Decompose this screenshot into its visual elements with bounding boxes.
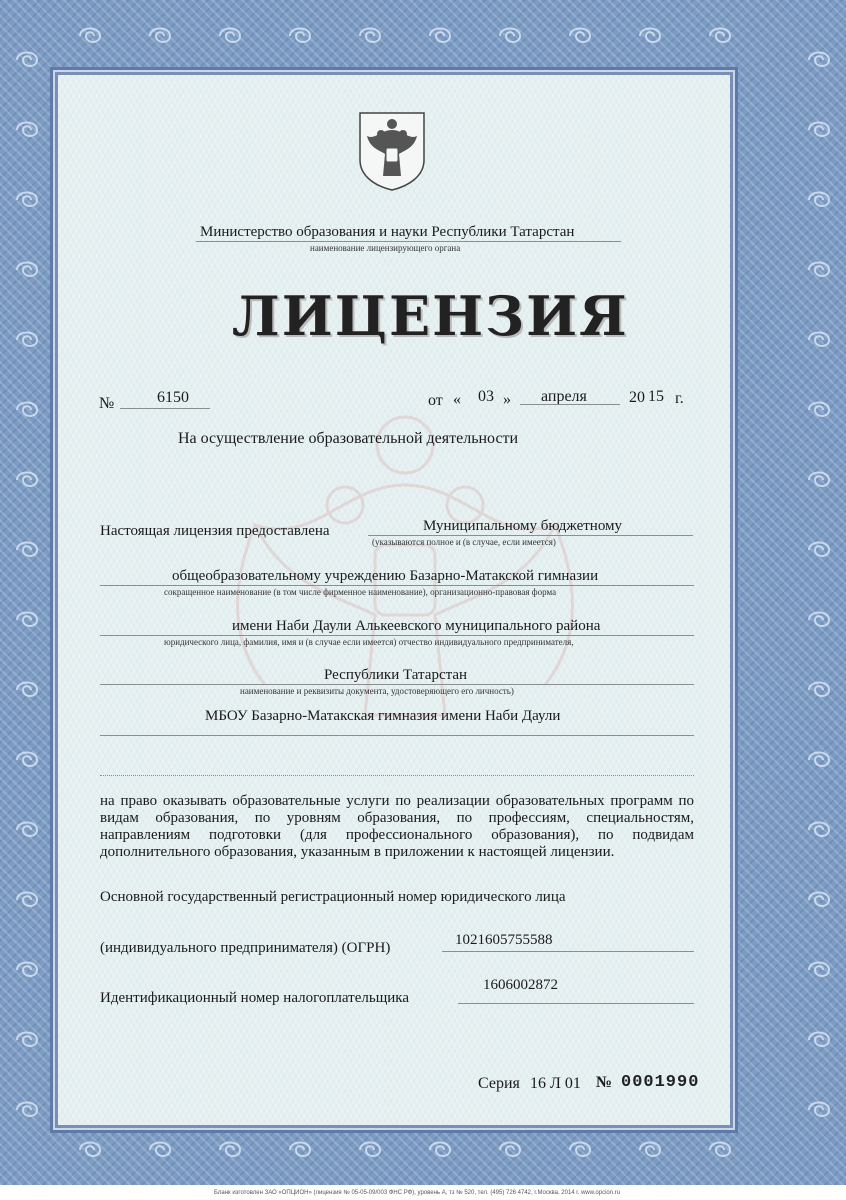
border-swirl (500, 1143, 520, 1157)
blank-line (100, 775, 694, 776)
border-swirl (17, 1033, 37, 1047)
grantee-line-3: имени Наби Даули Алькеевского муниципального района (232, 618, 601, 634)
border-swirl (17, 193, 37, 207)
date-year-suffix: 15 (648, 388, 664, 405)
border-swirl (17, 823, 37, 837)
border-swirl (809, 1103, 829, 1117)
border-swirl (809, 893, 829, 907)
border-swirl (809, 193, 829, 207)
border-swirl (570, 29, 590, 43)
date-year-unit: г. (675, 390, 684, 407)
inn-value: 1606002872 (483, 977, 558, 993)
border-swirl (17, 683, 37, 697)
border-swirl (809, 473, 829, 487)
border-swirl (500, 29, 520, 43)
border-swirl (150, 29, 170, 43)
grantee-caption-4: наименование и реквизиты документа, удостоверяющего его личность) (240, 686, 514, 696)
grantee-underline-2 (100, 585, 694, 586)
border-swirl (17, 613, 37, 627)
license-purpose: На осуществление образовательной деятельности (178, 430, 519, 447)
grantee-line-2: общеобразовательному учреждению Базарно-Матакской гимназии (172, 568, 599, 584)
grantee-underline-4 (100, 684, 694, 685)
date-year-prefix: 20 (629, 389, 645, 406)
border-swirl (17, 53, 37, 67)
border-swirl (809, 53, 829, 67)
grantee-line-1: Муниципальному бюджетному (423, 518, 623, 534)
authority-caption: наименование лицензирующего органа (310, 243, 461, 253)
grantee-line-4: Республики Татарстан (324, 667, 468, 683)
border-swirl (640, 29, 660, 43)
border-swirl (17, 963, 37, 977)
number-underline (120, 408, 210, 409)
border-swirl (220, 29, 240, 43)
date-quote-close: » (503, 391, 511, 408)
border-swirl (809, 613, 829, 627)
inn-underline (458, 1003, 694, 1004)
authority-name: Министерство образования и науки Республики Татарстан (200, 224, 575, 240)
border-swirl (290, 29, 310, 43)
ogrn-label-2: (индивидуального предпринимателя) (ОГРН) (100, 940, 391, 956)
border-swirl (710, 29, 730, 43)
number-prefix: № (99, 395, 115, 412)
border-swirl (290, 1143, 310, 1157)
border-swirl (430, 29, 450, 43)
authority-underline (196, 241, 621, 242)
border-swirl (430, 1143, 450, 1157)
grantee-underline-1 (368, 535, 693, 536)
border-swirl (17, 543, 37, 557)
border-swirl (809, 753, 829, 767)
border-swirl (220, 1143, 240, 1157)
ogrn-underline (442, 951, 694, 952)
border-swirl (17, 403, 37, 417)
grantee-line-5: МБОУ Базарно-Матакская гимназия имени Наби Даули (205, 708, 561, 724)
border-swirl (809, 403, 829, 417)
border-swirl (17, 473, 37, 487)
month-underline (520, 404, 620, 405)
serial-number-prefix: № (596, 1074, 613, 1091)
grantee-caption-1: (указываются полное и (в случае, если имеется) (372, 537, 556, 547)
border-swirl (570, 1143, 590, 1157)
border-swirl (809, 333, 829, 347)
date-day: 03 (478, 388, 494, 405)
inn-label: Идентификационный номер налогоплательщика (100, 990, 410, 1006)
border-swirl (17, 893, 37, 907)
border-swirl (809, 963, 829, 977)
border-swirl (809, 683, 829, 697)
border-swirl (17, 753, 37, 767)
border-swirl (360, 1143, 380, 1157)
rights-paragraph: на право оказывать образовательные услуги по реализации образовательных программ по видам образования, по уровням образования, по профессиям, специальностям, направлениям подготовки (для профессионального образования), по подвидам дополнительного образования, указанным в приложении к настоящей лицензии. (100, 793, 694, 860)
border-swirl (710, 1143, 730, 1157)
grantee-label: Настоящая лицензия предоставлена (100, 523, 330, 539)
serial-number: 0001990 (621, 1073, 700, 1092)
ogrn-value: 1021605755588 (455, 932, 553, 948)
border-swirl (150, 1143, 170, 1157)
serial-label: Серия (478, 1075, 520, 1092)
license-number: 6150 (157, 389, 189, 406)
border-swirl (80, 29, 100, 43)
border-swirl (80, 1143, 100, 1157)
date-quote-open: « (453, 391, 461, 408)
grantee-caption-2: сокращенное наименование (в том числе фирменное наименование), организационно-правовая форма (164, 587, 557, 597)
coat-of-arms-icon (357, 110, 427, 192)
document-title: ЛИЦЕНЗИЯ (232, 284, 629, 348)
date-from-label: от (428, 392, 443, 409)
date-month: апреля (541, 388, 587, 405)
serial-series: 16 Л 01 (530, 1075, 581, 1092)
border-swirl (17, 333, 37, 347)
border-swirl (809, 543, 829, 557)
border-swirl (809, 1033, 829, 1047)
border-swirl (17, 123, 37, 137)
border-swirl (809, 823, 829, 837)
border-swirl (640, 1143, 660, 1157)
printer-footer: Бланк изготовлен ЗАО «ОПЦИОН» (лицензия № 05-05-09/003 ФНС РФ), уровень А, тз № 520, тел. (495) 726 4742, г.Москва, 2014 г. www.opcion.ru (214, 1190, 621, 1196)
ogrn-label-1: Основной государственный регистрационный номер юридического лица (100, 889, 566, 905)
border-swirl (17, 263, 37, 277)
grantee-underline-3 (100, 635, 694, 636)
grantee-caption-3: юридического лица, фамилия, имя и (в случае если имеется) отчество индивидуального предпринимателя, (164, 637, 574, 647)
border-swirl (809, 123, 829, 137)
grantee-underline-5 (100, 735, 694, 736)
border-swirl (360, 29, 380, 43)
border-swirl (809, 263, 829, 277)
border-swirl (17, 1103, 37, 1117)
